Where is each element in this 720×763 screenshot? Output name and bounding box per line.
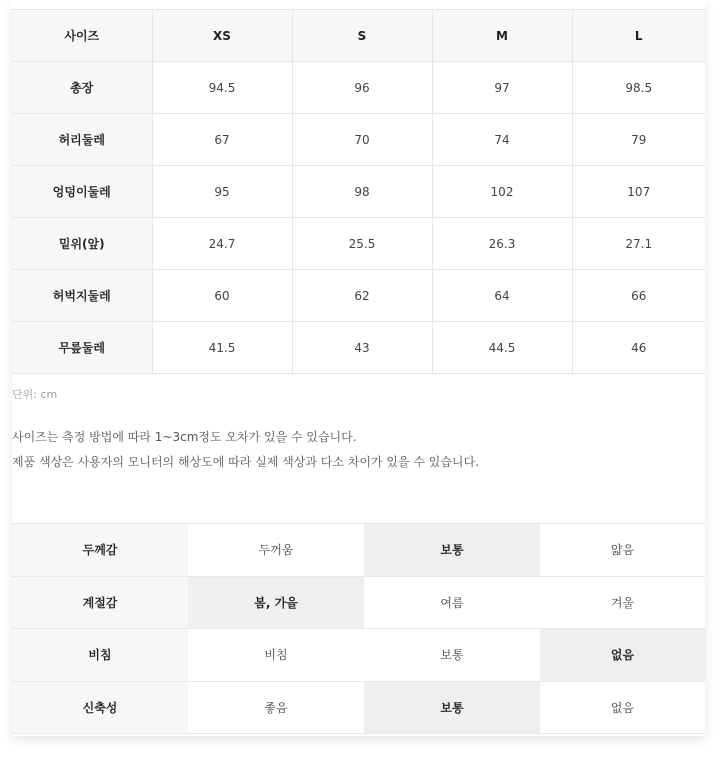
size-table xyxy=(12,9,705,374)
table-cell: 97 xyxy=(432,62,572,114)
product-detail-panel xyxy=(12,0,705,736)
option-cell: 겨울 xyxy=(540,576,705,629)
size-note: 사이즈는 측정 방법에 따라 1~3cm정도 오차가 있을 수 있습니다. xyxy=(12,430,357,444)
option-cell: 두꺼움 xyxy=(188,524,364,577)
option-cell: 보통 xyxy=(364,629,540,682)
table-row xyxy=(12,218,705,270)
table-row xyxy=(12,576,705,629)
row-label-total-length: 총장 xyxy=(12,62,152,114)
size-header-m: M xyxy=(432,10,572,62)
table-row xyxy=(12,681,705,734)
table-cell: 46 xyxy=(572,322,705,374)
table-cell: 24.7 xyxy=(152,218,292,270)
table-cell: 43 xyxy=(292,322,432,374)
table-cell: 25.5 xyxy=(292,218,432,270)
color-note: 제품 색상은 사용자의 모니터의 해상도에 따라 실제 색상과 다소 차이가 있을 수 있습니다. xyxy=(12,455,479,469)
table-row xyxy=(12,524,705,577)
unit-label: 단위: cm xyxy=(12,388,58,401)
option-cell: 없음 xyxy=(540,681,705,734)
row-label-hip: 엉덩이둘레 xyxy=(12,166,152,218)
row-label-season: 계절감 xyxy=(12,576,188,629)
table-cell: 70 xyxy=(292,114,432,166)
table-cell: 60 xyxy=(152,270,292,322)
table-row xyxy=(12,62,705,114)
table-cell: 98 xyxy=(292,166,432,218)
option-cell-selected: 보통 xyxy=(364,681,540,734)
table-cell: 96 xyxy=(292,62,432,114)
option-cell: 여름 xyxy=(364,576,540,629)
table-cell: 107 xyxy=(572,166,705,218)
table-cell: 66 xyxy=(572,270,705,322)
table-cell: 62 xyxy=(292,270,432,322)
table-row xyxy=(12,322,705,374)
size-table-header-row xyxy=(12,10,705,62)
table-cell: 44.5 xyxy=(432,322,572,374)
row-label-sheerness: 비침 xyxy=(12,629,188,682)
row-label-thigh: 허벅지둘레 xyxy=(12,270,152,322)
row-label-knee: 무릎둘레 xyxy=(12,322,152,374)
table-cell: 102 xyxy=(432,166,572,218)
table-cell: 41.5 xyxy=(152,322,292,374)
table-cell: 26.3 xyxy=(432,218,572,270)
size-header-xs: XS xyxy=(152,10,292,62)
table-cell: 95 xyxy=(152,166,292,218)
row-label-stretch: 신축성 xyxy=(12,681,188,734)
row-label-front-rise: 밑위(앞) xyxy=(12,218,152,270)
table-row xyxy=(12,629,705,682)
option-cell: 좋음 xyxy=(188,681,364,734)
size-header-label: 사이즈 xyxy=(12,10,152,62)
size-header-s: S xyxy=(292,10,432,62)
row-label-waist: 허리둘레 xyxy=(12,114,152,166)
row-label-thickness: 두께감 xyxy=(12,524,188,577)
table-cell: 64 xyxy=(432,270,572,322)
option-cell: 얇음 xyxy=(540,524,705,577)
size-header-l: L xyxy=(572,10,705,62)
option-cell-selected: 보통 xyxy=(364,524,540,577)
table-row xyxy=(12,166,705,218)
table-cell: 79 xyxy=(572,114,705,166)
fabric-info-table xyxy=(12,523,705,734)
table-row xyxy=(12,114,705,166)
table-cell: 27.1 xyxy=(572,218,705,270)
table-cell: 94.5 xyxy=(152,62,292,114)
table-row xyxy=(12,270,705,322)
option-cell-selected: 봄, 가을 xyxy=(188,576,364,629)
table-cell: 98.5 xyxy=(572,62,705,114)
table-cell: 74 xyxy=(432,114,572,166)
option-cell: 비침 xyxy=(188,629,364,682)
option-cell-selected: 없음 xyxy=(540,629,705,682)
table-cell: 67 xyxy=(152,114,292,166)
